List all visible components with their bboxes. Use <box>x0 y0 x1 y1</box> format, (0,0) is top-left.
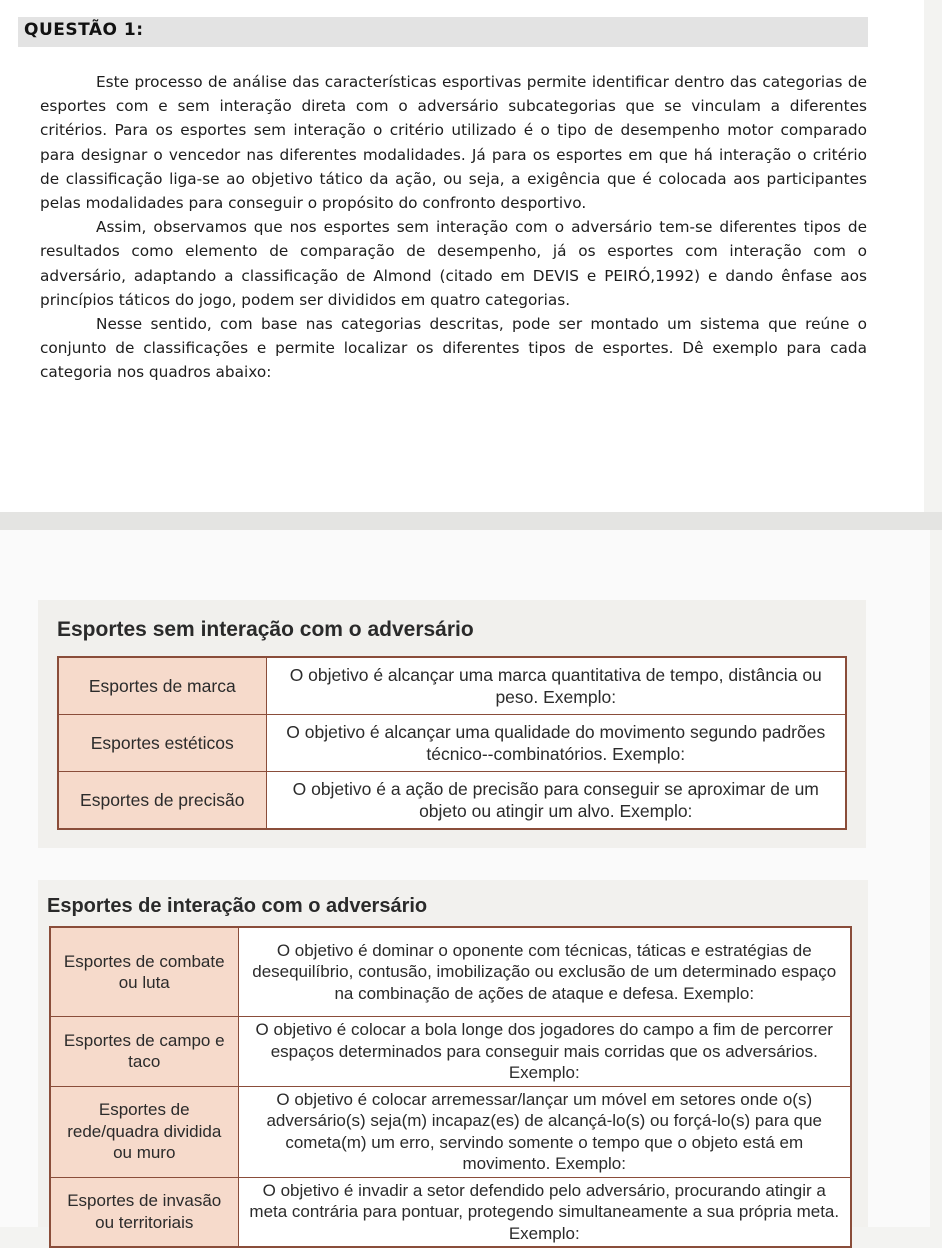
prompt-paragraph: Nesse sentido, com base nas categorias descritas, pode ser montado um sistema que reúne o conjunto de classificações e permite localizar os diferentes tipos de esportes. Dê exemplo para cada categoria nos quadros abaixo: <box>40 315 867 382</box>
table-title-interaction: Esportes de interação com o adversário <box>47 895 428 917</box>
question-header-bar <box>18 17 868 47</box>
table-row <box>50 927 851 1017</box>
classification-table-interaction <box>49 926 852 1248</box>
table-row <box>50 1177 851 1247</box>
category-cell: Esportes de precisão <box>58 772 266 830</box>
classification-table-no-interaction <box>57 656 847 830</box>
table-row <box>50 1086 851 1177</box>
table-row <box>58 657 846 715</box>
category-cell: Esportes de marca <box>58 657 266 715</box>
description-cell: O objetivo é a ação de precisão para conseguir se aproximar de um objeto ou atingir um alvo. Exemplo: <box>266 772 846 830</box>
description-cell: O objetivo é colocar a bola longe dos jogadores do campo a fim de percorrer espaços determinados para conseguir mais corridas que os adversários. Exemplo: <box>238 1017 851 1087</box>
category-cell: Esportes de rede/quadra dividida ou muro <box>50 1086 238 1177</box>
question-prompt <box>40 70 867 385</box>
description-cell: O objetivo é alcançar uma marca quantitativa de tempo, distância ou peso. Exemplo: <box>266 657 846 715</box>
category-cell: Esportes de combate ou luta <box>50 927 238 1017</box>
table-title-no-interaction: Esportes sem interação com o adversário <box>57 618 474 641</box>
prompt-paragraph: Assim, observamos que nos esportes sem interação com o adversário tem-se diferentes tipos de resultados como elemento de comparação de desempenho, já os esportes com interação com o adversário, adaptando a classificação de Almond (citado em DEVIS e PEIRÓ,1992) e dando ênfase aos princípios táticos do jogo, podem ser divididos em quatro categorias. <box>40 218 867 309</box>
page-separator <box>0 512 942 530</box>
question-title: QUESTÃO 1: <box>24 20 144 40</box>
description-cell: O objetivo é dominar o oponente com técnicas, táticas e estratégias de desequilíbrio, contusão, imobilização ou exclusão de um determinado espaço na combinação de ações de ataque e defesa. Exemplo: <box>238 927 851 1017</box>
description-cell: O objetivo é invadir a setor defendido pelo adversário, procurando atingir a meta contrária para pontuar, protegendo simultaneamente a sua própria meta. Exemplo: <box>238 1177 851 1247</box>
table-row <box>50 1017 851 1087</box>
prompt-paragraph: Este processo de análise das características esportivas permite identificar dentro das categorias de esportes com e sem interação direta com o adversário subcategorias que se vinculam a diferentes critérios. Para os esportes sem interação o critério utilizado é o tipo de desempenho motor comparado para designar o vencedor nas diferentes modalidades. Já para os esportes em que há interação o critério de classificação liga-se ao objetivo tático da ação, ou seja, a exigência que é colocada aos participantes pelas modalidades para conseguir o propósito do confronto desportivo. <box>40 73 867 213</box>
table-row <box>58 715 846 772</box>
category-cell: Esportes de invasão ou territoriais <box>50 1177 238 1247</box>
category-cell: Esportes de campo e taco <box>50 1017 238 1087</box>
category-cell: Esportes estéticos <box>58 715 266 772</box>
table-row <box>58 772 846 830</box>
description-cell: O objetivo é alcançar uma qualidade do movimento segundo padrões técnico--combinatórios. Exemplo: <box>266 715 846 772</box>
description-cell: O objetivo é colocar arremessar/lançar um móvel em setores onde o(s) adversário(s) seja(m) incapaz(es) de alcançá-lo(s) ou forçá-lo(s) para que cometa(m) um erro, servindo somente o tempo que o objeto está em movimento. Exemplo: <box>238 1086 851 1177</box>
